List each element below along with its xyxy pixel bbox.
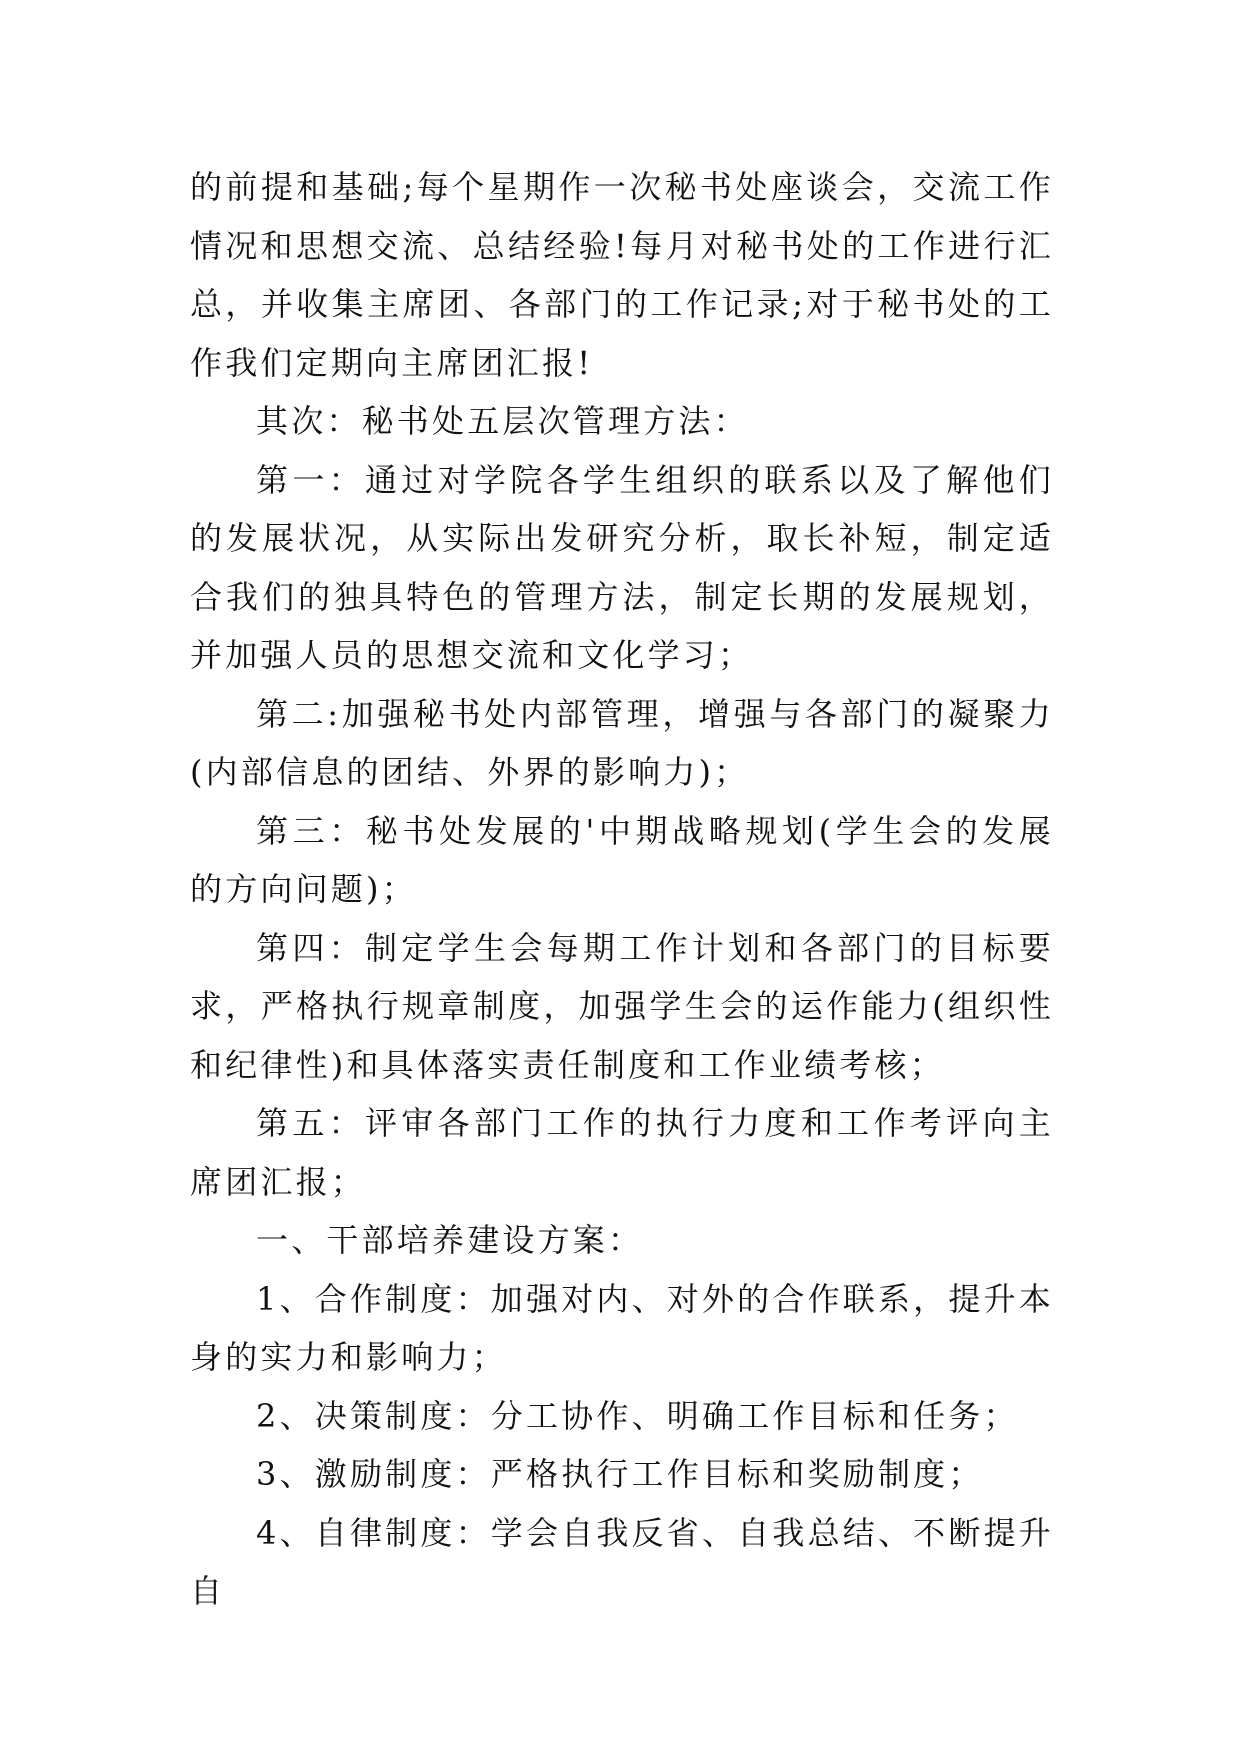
paragraph: 第二:加强秘书处内部管理，增强与各部门的凝聚力(内部信息的团结、外界的影响力)； [190, 694, 1054, 791]
list-item: 3、激励制度：严格执行工作目标和奖励制度； [256, 1455, 984, 1493]
paragraph: 第五：评审各部门工作的执行力度和工作考评向主席团汇报； [190, 1104, 1054, 1201]
paragraph: 第三：秘书处发展的'中期战略规划(学生会的发展的方向问题)； [190, 811, 1054, 908]
paragraph: 第四：制定学生会每期工作计划和各部门的目标要求，严格执行规章制度，加强学生会的运作能力(组织性和纪律性)和具体落实责任制度和工作业绩考核； [190, 928, 1054, 1084]
paragraph: 第一：通过对学院各学生组织的联系以及了解他们的发展状况，从实际出发研究分析，取长补短，制定适合我们的独具特色的管理方法，制定长期的发展规划，并加强人员的思想交流和文化学习； [190, 460, 1054, 674]
paragraph: 的前提和基础;每个星期作一次秘书处座谈会，交流工作情况和思想交流、总结经验!每月对秘书处的工作进行汇总，并收集主席团、各部门的工作记录;对于秘书处的工作我们定期向主席团汇报! [190, 168, 1054, 382]
list-item: 1、合作制度：加强对内、对外的合作联系，提升本身的实力和影响力； [190, 1279, 1054, 1376]
list-item: 2、决策制度：分工协作、明确工作目标和任务； [256, 1396, 1019, 1435]
document-body [190, 158, 1054, 1621]
paragraph: 其次：秘书处五层次管理方法： [256, 402, 749, 440]
list-item: 4、自律制度：学会自我反省、自我总结、不断提升自 [190, 1513, 1054, 1610]
section-heading: 一、干部培养建设方案： [256, 1221, 644, 1259]
